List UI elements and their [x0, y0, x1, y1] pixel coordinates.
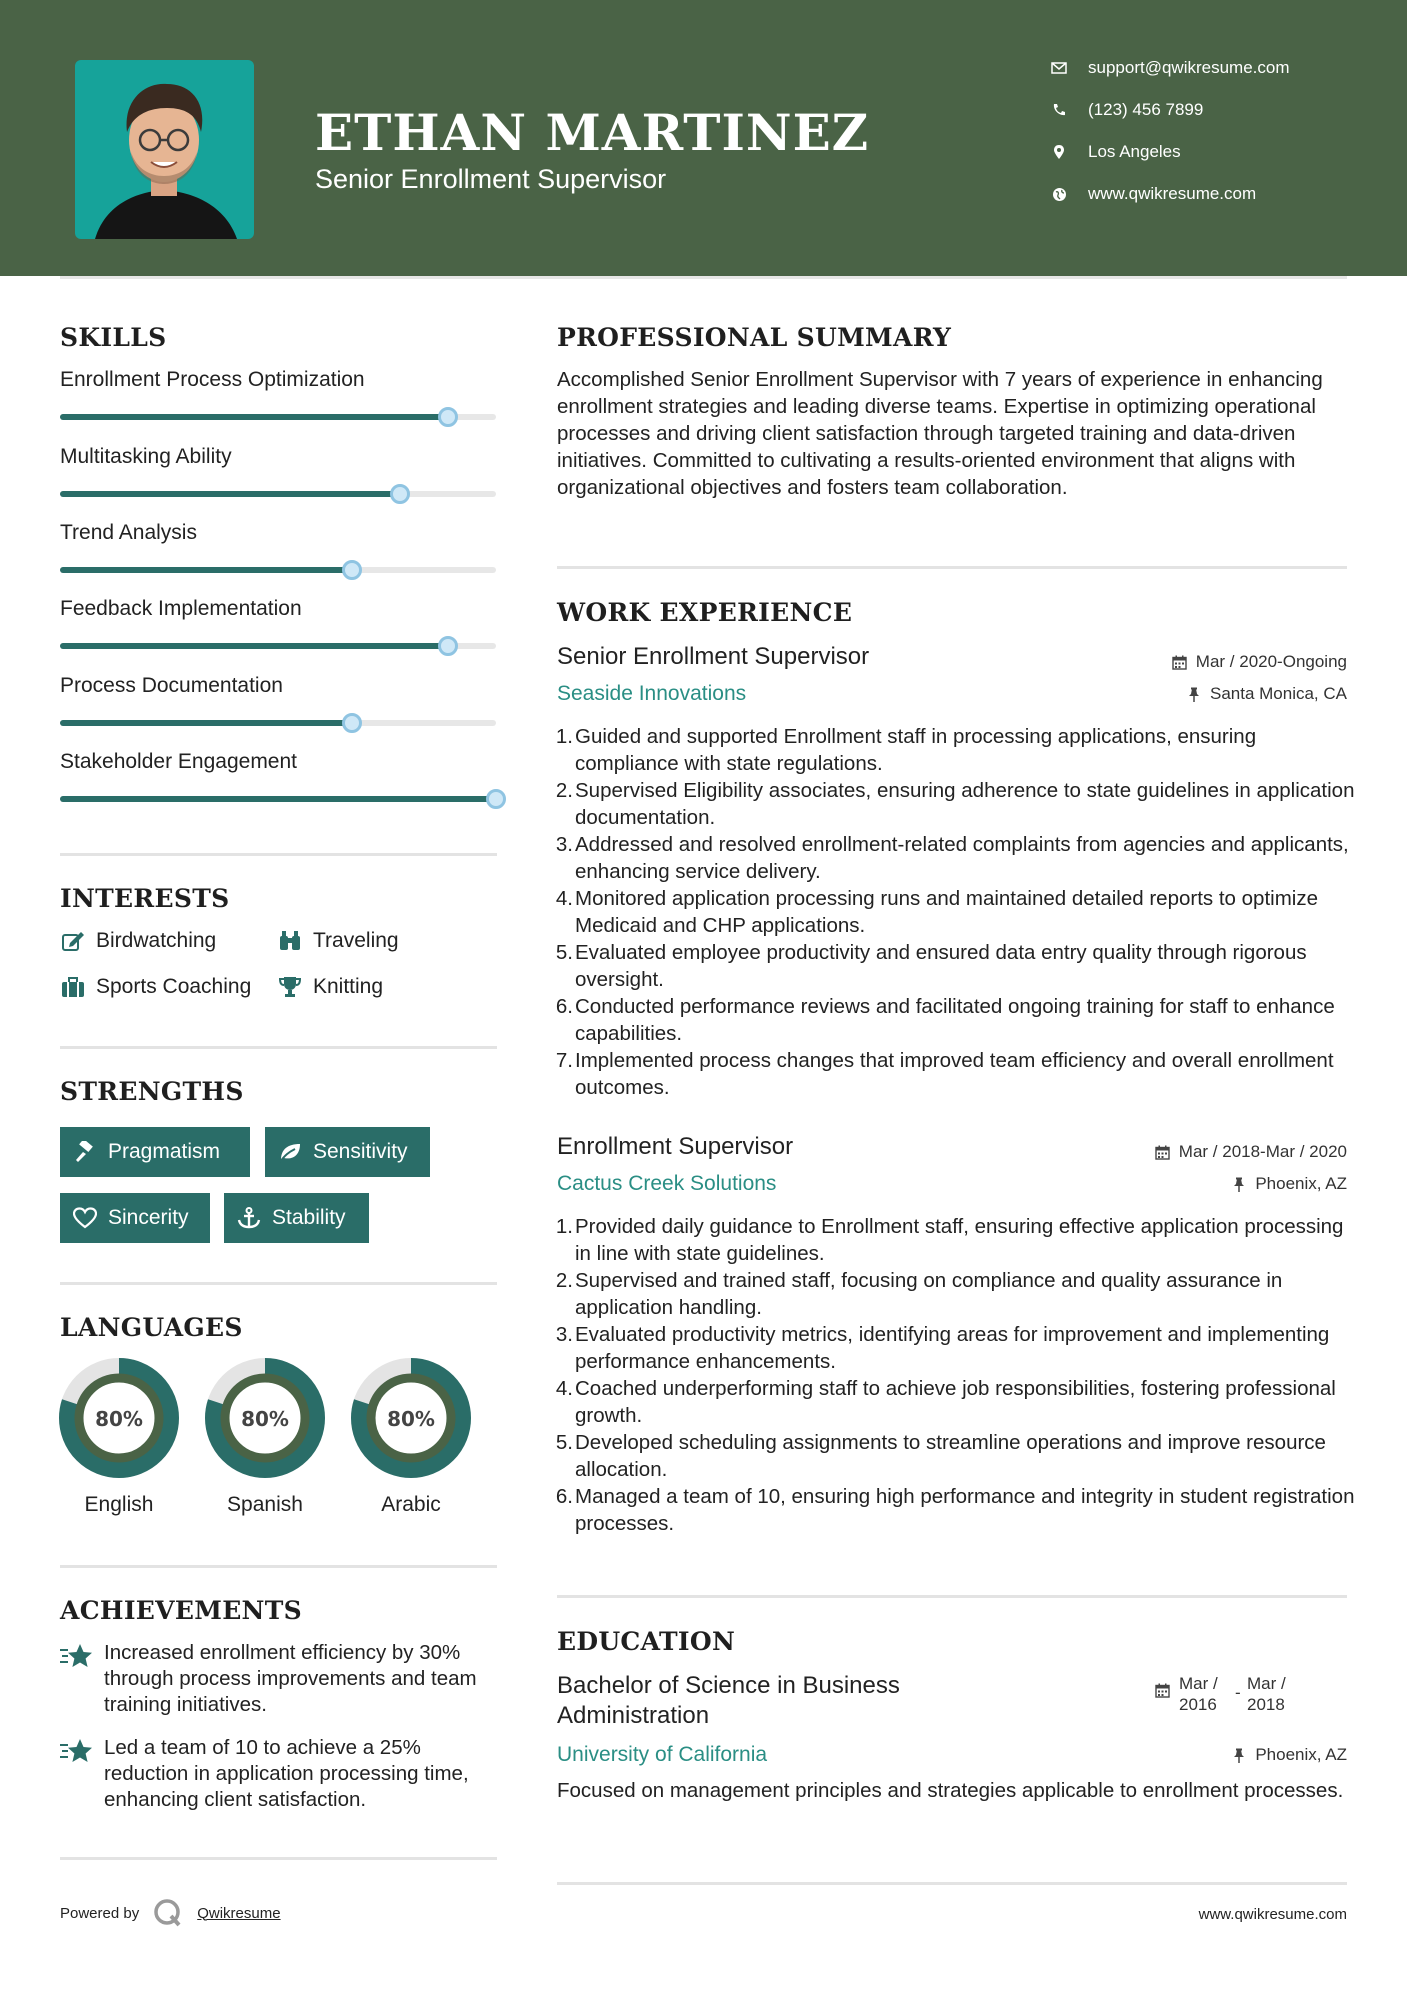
strength-label: Sincerity — [108, 1206, 189, 1229]
education-location-text: Phoenix, AZ — [1255, 1745, 1347, 1764]
language-label: Spanish — [227, 1493, 303, 1516]
summary-heading: PROFESSIONAL SUMMARY — [557, 323, 952, 352]
contact-location — [1050, 142, 1380, 162]
calendar-icon — [1155, 1144, 1171, 1160]
language-label: English — [84, 1493, 154, 1516]
list-number: 3. — [555, 1323, 573, 1346]
list-number: 4. — [555, 887, 573, 910]
anchor-icon — [236, 1206, 262, 1230]
list-item — [557, 1429, 1357, 1483]
languages-heading: LANGUAGES — [60, 1313, 243, 1342]
language-donut-chart — [57, 1356, 181, 1480]
summary-text: Accomplished Senior Enrollment Supervisor with 7 years of experience in enhancing enrollment strategies and leading diverse teams. Expertise in optimizing operational processes and driving client satisfaction through targeted training and data-driven initiatives. Committed to cultivating a results-oriented environment that aligns with organizational objectives and fosters team collaboration. — [557, 368, 1323, 499]
candidate-title: Senior Enrollment Supervisor — [315, 164, 667, 194]
list-item-text: Guided and supported Enrollment staff in processing applications, ensuring compliance with state regulations. — [575, 725, 1257, 775]
skill-bar-fill — [60, 567, 352, 573]
list-item — [557, 1321, 1357, 1375]
resume-header — [0, 0, 1407, 276]
list-item-text: Evaluated employee productivity and ensured data entry quality through rigorous oversight. — [575, 941, 1307, 991]
contact-phone-text: (123) 456 7899 — [1088, 100, 1204, 119]
contact-email-text: support@qwikresume.com — [1088, 58, 1290, 77]
list-item-text: Evaluated productivity metrics, identifying areas for improvement and implementing performance enhancements. — [575, 1323, 1330, 1373]
skill-bar-knob — [486, 789, 506, 809]
pushpin-icon — [1186, 686, 1202, 702]
list-item — [557, 723, 1357, 777]
envelope-icon — [1050, 59, 1068, 77]
section-divider — [60, 1565, 497, 1568]
list-item-text: Developed scheduling assignments to streamline operations and improve resource allocation. — [575, 1431, 1326, 1481]
pencil-square-icon — [60, 929, 86, 953]
list-item-text: Implemented process changes that improved team efficiency and overall enrollment outcomes. — [575, 1049, 1334, 1099]
education-end-date: Mar / 2018 — [1247, 1674, 1286, 1714]
heart-icon — [72, 1206, 98, 1230]
contact-website-text: www.qwikresume.com — [1088, 184, 1257, 203]
skill-bar-knob — [438, 407, 458, 427]
section-divider — [60, 1857, 497, 1860]
job-location — [1231, 1174, 1347, 1194]
skill-bar-fill — [60, 643, 448, 649]
contact-website[interactable] — [1050, 184, 1380, 204]
profile-photo — [75, 60, 254, 239]
calendar-icon — [1172, 654, 1188, 670]
list-item — [557, 777, 1357, 831]
language-donut — [203, 1356, 327, 1484]
contact-email[interactable] — [1050, 58, 1380, 78]
calendar-icon — [1155, 1683, 1171, 1699]
star-rating-icon — [60, 1642, 92, 1670]
pushpin-icon — [1231, 1747, 1247, 1763]
education-location — [1231, 1745, 1347, 1765]
language-label: Arabic — [381, 1493, 441, 1516]
strength-label: Stability — [272, 1206, 346, 1229]
job-responsibilities — [557, 1213, 1357, 1537]
skill-label: Stakeholder Engagement — [60, 750, 297, 773]
job-location-text: Santa Monica, CA — [1209, 684, 1347, 703]
trophy-icon — [277, 975, 303, 999]
job-title: Enrollment Supervisor — [557, 1133, 794, 1160]
job-dates-text: Mar / 2020-Ongoing — [1195, 652, 1347, 671]
language-percent: 80% — [241, 1407, 289, 1431]
education-dates — [1155, 1673, 1303, 1715]
skill-bar — [60, 414, 496, 420]
strength-label: Sensitivity — [313, 1140, 408, 1163]
skill-bar-knob — [438, 636, 458, 656]
section-divider — [557, 1882, 1347, 1885]
skill-bar-fill — [60, 414, 448, 420]
education-description: Focused on management principles and strategies applicable to enrollment processes. — [557, 1779, 1344, 1802]
list-number: 7. — [555, 1049, 573, 1072]
skill-bar — [60, 643, 496, 649]
skill-bar — [60, 491, 496, 497]
education-degree: Bachelor of Science in Business Administration — [557, 1672, 900, 1729]
list-number: 5. — [555, 941, 573, 964]
language-percent: 80% — [387, 1407, 435, 1431]
interest-label: Traveling — [313, 929, 399, 952]
binoculars-icon — [277, 929, 303, 953]
star-rating-icon — [60, 1737, 92, 1765]
list-item — [557, 1375, 1357, 1429]
candidate-name: ETHAN MARTINEZ — [315, 103, 870, 162]
list-number: 5. — [555, 1431, 573, 1454]
section-divider — [60, 1046, 497, 1049]
briefcase-icon — [60, 975, 86, 999]
list-number: 2. — [555, 779, 573, 802]
achievement-item — [60, 1735, 500, 1813]
list-item — [557, 1047, 1357, 1101]
interest-label: Sports Coaching — [96, 975, 252, 998]
strength-badge — [60, 1193, 210, 1243]
skill-label: Feedback Implementation — [60, 597, 302, 620]
map-pin-icon — [1050, 143, 1068, 161]
company-name: Seaside Innovations — [557, 682, 747, 705]
skill-bar — [60, 796, 496, 802]
job-location — [1186, 684, 1347, 704]
leaf-icon — [277, 1140, 303, 1164]
skill-bar — [60, 720, 496, 726]
company-name: Cactus Creek Solutions — [557, 1172, 777, 1195]
skill-bar-fill — [60, 796, 496, 802]
section-divider — [60, 853, 497, 856]
language-donut-chart — [203, 1356, 327, 1480]
list-item-text: Addressed and resolved enrollment-related complaints from agencies and applicants, enhancing service delivery. — [575, 833, 1349, 883]
section-divider — [557, 566, 1347, 569]
footer-url[interactable]: www.qwikresume.com — [1198, 1906, 1347, 1923]
interest-item — [277, 975, 383, 999]
list-number: 4. — [555, 1377, 573, 1400]
achievement-text: Increased enrollment efficiency by 30% through process improvements and team training initiatives. — [104, 1641, 477, 1716]
language-donut — [57, 1356, 181, 1484]
skill-label: Trend Analysis — [60, 521, 197, 544]
list-number: 1. — [555, 725, 573, 748]
job-dates-text: Mar / 2018-Mar / 2020 — [1178, 1142, 1347, 1161]
skill-label: Process Documentation — [60, 674, 283, 697]
interest-item — [60, 929, 216, 953]
strength-label: Pragmatism — [108, 1140, 221, 1163]
strengths-heading: STRENGTHS — [60, 1077, 244, 1106]
skill-label: Enrollment Process Optimization — [60, 368, 365, 391]
list-item-text: Supervised and trained staff, focusing on compliance and quality assurance in application handling. — [575, 1269, 1283, 1319]
globe-icon — [1050, 185, 1068, 203]
achievements-heading: ACHIEVEMENTS — [60, 1596, 302, 1625]
list-item-text: Provided daily guidance to Enrollment staff, ensuring effective application processing in line with state guidelines. — [575, 1215, 1344, 1265]
list-item-text: Conducted performance reviews and facilitated ongoing training for staff to enhance capabilities. — [575, 995, 1335, 1045]
skill-bar-knob — [342, 713, 362, 733]
list-item — [557, 1483, 1357, 1537]
skill-bar-fill — [60, 491, 400, 497]
list-item — [557, 885, 1357, 939]
interest-label: Knitting — [313, 975, 384, 998]
list-item — [557, 939, 1357, 993]
list-number: 1. — [555, 1215, 573, 1238]
qwikresume-logo-icon — [153, 1898, 183, 1928]
language-percent: 80% — [95, 1407, 143, 1431]
skill-bar — [60, 567, 496, 573]
job-title: Senior Enrollment Supervisor — [557, 643, 870, 670]
pushpin-icon — [1231, 1176, 1247, 1192]
list-item-text: Managed a team of 10, ensuring high performance and integrity in student registration processes. — [575, 1485, 1355, 1535]
education-start-date: Mar / 2016 — [1179, 1674, 1218, 1714]
header-divider — [60, 276, 1347, 279]
contact-phone[interactable] — [1050, 100, 1380, 120]
phone-icon — [1050, 101, 1068, 119]
job-location-text: Phoenix, AZ — [1255, 1174, 1347, 1193]
qwikresume-link[interactable]: Qwikresume — [197, 1904, 281, 1922]
strength-badge — [265, 1127, 430, 1177]
list-number: 6. — [555, 1485, 573, 1508]
list-number: 2. — [555, 1269, 573, 1292]
list-item — [557, 1267, 1357, 1321]
interest-item — [60, 975, 251, 999]
school-name: University of California — [557, 1743, 768, 1766]
list-item-text: Supervised Eligibility associates, ensuring adherence to state guidelines in application documentation. — [575, 779, 1355, 829]
list-number: 6. — [555, 995, 573, 1018]
skill-bar-knob — [342, 560, 362, 580]
interests-heading: INTERESTS — [60, 884, 230, 913]
language-donut-chart — [349, 1356, 473, 1480]
footer-powered-by — [60, 1898, 281, 1928]
job-responsibilities — [557, 723, 1357, 1101]
powered-by-text: Powered by — [60, 1904, 140, 1922]
list-item — [557, 1213, 1357, 1267]
interest-item — [277, 929, 399, 953]
skill-bar-knob — [390, 484, 410, 504]
list-item — [557, 993, 1357, 1047]
gavel-icon — [72, 1140, 98, 1164]
language-donut — [349, 1356, 473, 1484]
job-dates — [1155, 1142, 1347, 1162]
list-item — [557, 831, 1357, 885]
achievement-text: Led a team of 10 to achieve a 25% reduction in application processing time, enhancing client satisfaction. — [104, 1736, 469, 1811]
list-item-text: Monitored application processing runs and maintained detailed reports to optimize Medicaid and CHP applications. — [575, 887, 1318, 937]
experience-heading: WORK EXPERIENCE — [557, 598, 853, 627]
skills-heading: SKILLS — [60, 323, 167, 352]
education-heading: EDUCATION — [557, 1627, 736, 1656]
skill-label: Multitasking Ability — [60, 445, 232, 468]
contact-location-text: Los Angeles — [1088, 142, 1181, 161]
list-number: 3. — [555, 833, 573, 856]
section-divider — [60, 1282, 497, 1285]
strength-badge — [60, 1127, 250, 1177]
list-item-text: Coached underperforming staff to achieve job responsibilities, fostering professional growth. — [575, 1377, 1336, 1427]
strength-badge — [224, 1193, 369, 1243]
achievement-item — [60, 1640, 500, 1718]
section-divider — [557, 1595, 1347, 1598]
date-separator: - — [1235, 1683, 1241, 1702]
skill-bar-fill — [60, 720, 352, 726]
job-dates — [1172, 652, 1347, 672]
interest-label: Birdwatching — [96, 929, 217, 952]
